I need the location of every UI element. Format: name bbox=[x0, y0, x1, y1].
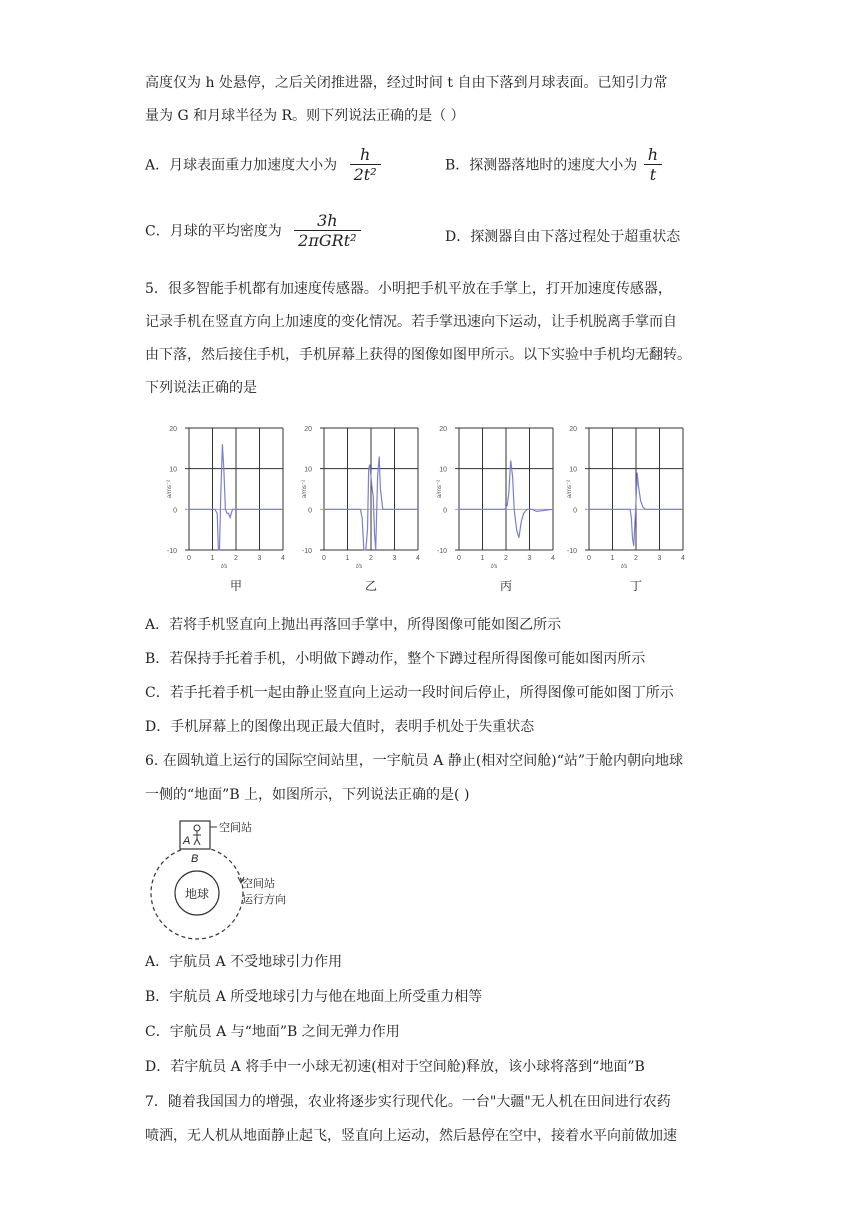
direction-label-1: 空间站 bbox=[242, 878, 275, 890]
x-tick-label: 3 bbox=[392, 555, 397, 562]
option-text: C．月球的平均密度为 bbox=[145, 223, 282, 240]
y-tick-label: -10 bbox=[301, 548, 312, 555]
y-axis-label: a/ms⁻² bbox=[302, 479, 308, 499]
option-text: B．探测器落地时的速度大小为 bbox=[445, 157, 638, 174]
chart-caption: 丁 bbox=[629, 579, 643, 593]
x-tick-label: 2 bbox=[634, 555, 638, 562]
direction-label-2: 运行方向 bbox=[242, 894, 286, 906]
y-tick-label: 10 bbox=[169, 466, 177, 474]
q4-option-a bbox=[145, 146, 381, 185]
x-tick-label: 4 bbox=[416, 555, 420, 562]
chart-caption: 甲 bbox=[229, 579, 243, 593]
y-tick-label: 0 bbox=[308, 507, 312, 515]
y-tick-label: 0 bbox=[573, 507, 577, 515]
x-tick-label: 4 bbox=[551, 555, 555, 562]
x-tick-label: 1 bbox=[210, 555, 215, 562]
q6-option-d: D．若宇航员 A 将手中一小球无初速(相对于空间舱)释放，该小球将落到“地面”B bbox=[145, 1059, 645, 1075]
y-tick-label: 10 bbox=[304, 466, 312, 474]
earth-label: 地球 bbox=[184, 887, 210, 901]
x-tick-label: 1 bbox=[610, 555, 615, 562]
q6-option-b: B．宇航员 A 所受地球引力与他在地面上所受重力相等 bbox=[145, 989, 483, 1005]
y-axis-label: a/ms⁻² bbox=[437, 479, 443, 499]
q4-option-c bbox=[145, 212, 361, 251]
fraction bbox=[644, 146, 662, 185]
x-axis-label: t/s bbox=[356, 564, 363, 570]
space-station-diagram bbox=[145, 815, 305, 940]
q5-option-b: B．若保持手托着手机，小明做下蹲动作，整个下蹲过程所得图像可能如图丙所示 bbox=[145, 651, 646, 667]
q6-option-c: C．宇航员 A 与“地面”B 之间无弹力作用 bbox=[145, 1024, 400, 1040]
q5-option-d: D．手机屏幕上的图像出现正最大值时，表明手机处于失重状态 bbox=[145, 719, 535, 735]
y-tick-label: -10 bbox=[166, 548, 177, 555]
y-tick-label: 10 bbox=[439, 466, 447, 474]
fraction bbox=[350, 146, 381, 185]
denominator: 2πGRt² bbox=[298, 231, 357, 250]
q7-line-2: 喷洒，无人机从地面静止起飞，竖直向上运动，然后悬停在空中，接着水平向前做加速 bbox=[145, 1128, 677, 1144]
x-tick-label: 3 bbox=[657, 555, 662, 562]
numerator: h bbox=[350, 146, 381, 165]
x-tick-label: 2 bbox=[369, 555, 373, 562]
chart-jia bbox=[165, 418, 295, 598]
x-tick-label: 0 bbox=[587, 555, 591, 562]
denominator: 2t² bbox=[353, 165, 377, 184]
a-label: A bbox=[183, 835, 191, 847]
q5-option-a: A．若将手机竖直向上抛出再落回手掌中，所得图像可能如图乙所示 bbox=[145, 617, 562, 633]
x-tick-label: 2 bbox=[504, 555, 508, 562]
y-tick-label: 0 bbox=[173, 507, 177, 515]
q5-line-2: 记录手机在竖直方向上加速度的变化情况。若手掌迅速向下运动，让手机脱离手掌而自 bbox=[145, 314, 677, 330]
x-axis-label: t/s bbox=[491, 564, 498, 570]
q4-line-1: 高度仅为 h 处悬停，之后关闭推进器，经过时间 t 自由下落到月球表面。已知引力常 bbox=[145, 75, 668, 91]
fraction bbox=[294, 212, 360, 251]
y-axis-label: a/ms⁻² bbox=[167, 479, 173, 499]
q5-line-4: 下列说法正确的是 bbox=[145, 380, 257, 396]
y-tick-label: 0 bbox=[443, 507, 447, 515]
station-label: 空间站 bbox=[219, 822, 252, 834]
x-tick-label: 1 bbox=[345, 555, 350, 562]
x-axis-label: t/s bbox=[221, 564, 228, 570]
y-tick-label: 20 bbox=[439, 426, 447, 433]
x-axis-label: t/s bbox=[621, 564, 628, 570]
chart-caption: 丙 bbox=[499, 579, 513, 593]
x-tick-label: 1 bbox=[480, 555, 485, 562]
denominator: t bbox=[649, 165, 657, 184]
x-tick-label: 2 bbox=[234, 555, 238, 562]
x-tick-label: 0 bbox=[187, 555, 191, 562]
q4-option-b bbox=[445, 146, 662, 185]
chart-yi bbox=[300, 418, 430, 598]
x-tick-label: 3 bbox=[257, 555, 262, 562]
q6-line-1: 6. 在圆轨道上运行的国际空间站里，一宇航员 A 静止(相对空间舱)“站”于舱内朝向地球 bbox=[145, 753, 684, 769]
x-tick-label: 3 bbox=[527, 555, 532, 562]
q5-option-c: C．若手托着手机一起由静止竖直向上运动一段时间后停止，所得图像可能如图丁所示 bbox=[145, 685, 674, 701]
x-tick-label: 0 bbox=[322, 555, 326, 562]
x-tick-label: 0 bbox=[457, 555, 461, 562]
y-tick-label: -10 bbox=[566, 548, 577, 555]
y-tick-label: 20 bbox=[569, 426, 577, 433]
q6-option-a: A．宇航员 A 不受地球引力作用 bbox=[145, 954, 343, 970]
y-axis-label: a/ms⁻² bbox=[567, 479, 573, 499]
q4-option-d: D．探测器自由下落过程处于超重状态 bbox=[445, 229, 681, 245]
q4-line-2: 量为 G 和月球半径为 R。则下列说法正确的是（ ） bbox=[145, 108, 465, 124]
y-tick-label: 20 bbox=[304, 426, 312, 433]
option-text: A．月球表面重力加速度大小为 bbox=[145, 157, 338, 174]
chart-caption: 乙 bbox=[364, 579, 378, 593]
q5-line-3: 由下落，然后接住手机，手机屏幕上获得的图像如图甲所示。以下实验中手机均无翻转。 bbox=[145, 347, 691, 363]
q6-line-2: 一侧的“地面”B 上，如图所示，下列说法正确的是( ) bbox=[145, 787, 470, 803]
b-label: B bbox=[191, 853, 199, 865]
q5-line-1: 5．很多智能手机都有加速度传感器。小明把手机平放在手掌上，打开加速度传感器， bbox=[145, 281, 672, 297]
x-tick-label: 4 bbox=[281, 555, 285, 562]
y-tick-label: 10 bbox=[569, 466, 577, 474]
y-tick-label: -10 bbox=[436, 548, 447, 555]
x-tick-label: 4 bbox=[681, 555, 685, 562]
numerator: 3h bbox=[294, 212, 360, 231]
q7-line-1: 7．随着我国国力的增强，农业将逐步实行现代化。一台"大疆"无人机在田间进行农药 bbox=[145, 1094, 671, 1110]
numerator: h bbox=[644, 146, 662, 165]
y-tick-label: 20 bbox=[169, 426, 177, 433]
chart-bing bbox=[435, 418, 565, 598]
chart-ding bbox=[565, 418, 695, 598]
